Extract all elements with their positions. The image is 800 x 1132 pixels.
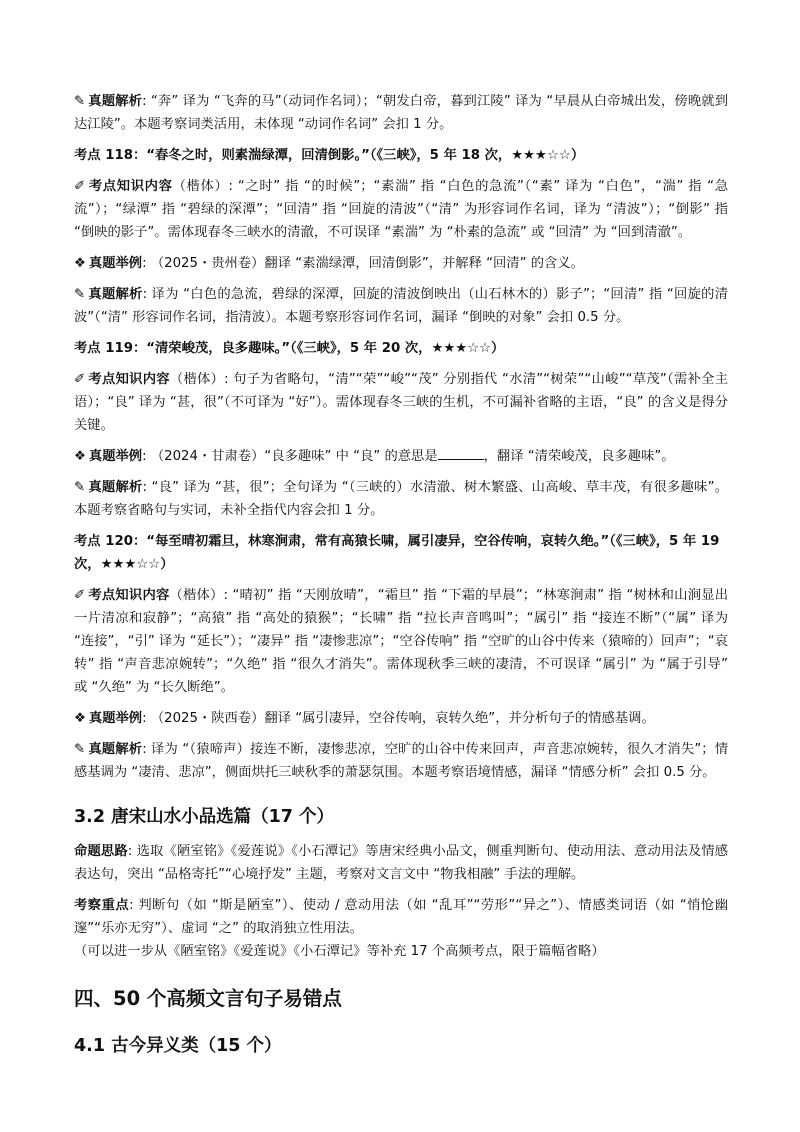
- proposition-idea-text: : 选取《陋室铭》《爱莲说》《小石潭记》等唐宋经典小品文，侧重判断句、使动用法、意动用法及情感表达句，突出 “品格寄托”“心境抒发” 主题，考察对文言文中 “物我相融” 手法的理解。: [74, 844, 729, 882]
- section-4-1-heading: 4.1 古今异义类（15 个）: [74, 1036, 282, 1056]
- kaodian-118-heading: 考点 118：“春冬之时，则素湍绿潭，回清倒影。”（《三峡》，5 年 18 次，★★★☆☆）: [74, 148, 585, 163]
- answer-analysis-paragraph: [74, 90, 728, 136]
- knowledge-content-text: （楷体）: “之时” 指 “的时候”；“素湍” 指 “白色的急流”（“素” 译为 “白色”，“湍” 指 “急流”）；“绿潭” 指 “碧绿的深潭”；“回清” 指 “回旋的清波”（“清” 为形容词作名词，译为 “清波”）；“倒影” 指 “倒映的影子”。需体现春冬三峡水的清澈，不可误译 “素湍” 为 “朴素的急流” 或 “回清” 为 “回到清澈”。: [74, 179, 728, 240]
- proposition-idea-label: 命题思路: [74, 844, 128, 859]
- section-3-2-heading: 3.2 唐宋山水小品选篇（17 个）: [74, 807, 335, 827]
- exam-focus-label: 考察重点: [74, 898, 130, 913]
- pencil-icon: ✎: [74, 480, 86, 495]
- exam-example-text-after: ，翻译 “清荣峻茂，良多趣味”。: [483, 449, 675, 464]
- exam-focus-text: : 判断句（如 “斯是陋室”）、使动 / 意动用法（如 “乱耳”“劳形”“异之”）、情感类词语（如 “悄怆幽邃”“乐亦无穷”）、虚词 “之” 的取消独立性用法。: [74, 898, 728, 936]
- answer-analysis-label: 真题解析: [88, 742, 143, 757]
- pen-icon: ✐: [74, 179, 86, 194]
- omission-note: （可以进一步从《陋室铭》《爱莲说》《小石潭记》等补充 17 个高频考点，限于篇幅省略）: [74, 944, 605, 959]
- answer-analysis-text: : 译为 “（猿啼声）接连不断，凄惨悲凉，空旷的山谷中传来回声，声音悲凉婉转，很久才消失”；情感基调为 “凄清、悲凉”，侧面烘托三峡秋季的萧瑟氛围。本题考察语境情感，漏译 “情感分析” 会扣 0.5 分。: [74, 742, 729, 780]
- knowledge-content-paragraph: [74, 584, 728, 699]
- knowledge-content-paragraph: [74, 175, 728, 244]
- answer-analysis-text: : “奔” 译为 “飞奔的马”（动词作名词）；“朝发白帝，暮到江陵” 译为 “早晨从白帝城出发，傍晚就到达江陵”。本题考察词类活用，未体现 “动词作名词” 会扣 1 分。: [74, 94, 728, 132]
- knowledge-content-label: 考点知识内容: [88, 179, 173, 194]
- exam-example-text: : （2024・甘肃卷）“良多趣味” 中 “良” 的意思是: [142, 449, 438, 464]
- exam-example-label: 真题举例: [88, 256, 143, 271]
- exam-example-label: 真题举例: [88, 449, 143, 464]
- fill-in-blank: [438, 445, 484, 460]
- proposition-idea-paragraph: [74, 840, 728, 886]
- diamond-icon: ❖: [74, 711, 86, 726]
- answer-analysis-label: 真题解析: [88, 94, 143, 109]
- knowledge-content-text: （楷体）: 句子为省略句，“清”“荣”“峻”“茂” 分别指代 “水清”“树荣”“山峻”“草茂”（需补全主语）；“良” 译为 “甚，很”（不可译为 “好”）。需体现春冬三峡的生机，不可漏补省略的主语，“良” 的含义是得分关键。: [74, 372, 728, 433]
- pencil-icon: ✎: [74, 742, 86, 757]
- exam-example-paragraph: [74, 707, 728, 730]
- pencil-icon: ✎: [74, 94, 86, 109]
- answer-analysis-label: 真题解析: [88, 287, 143, 302]
- kaodian-120-heading: 考点 120：“每至晴初霜旦，林寒涧肃，常有高猿长啸，属引凄异，空谷传响，哀转久绝。”（《三峡》，5 年 19 次，★★★☆☆）: [74, 534, 720, 572]
- answer-analysis-paragraph: [74, 476, 728, 522]
- kaodian-119-heading: 考点 119：“清荣峻茂，良多趣味。”（《三峡》，5 年 20 次，★★★☆☆）: [74, 341, 505, 356]
- answer-analysis-paragraph: [74, 283, 728, 329]
- diamond-icon: ❖: [74, 449, 86, 464]
- pen-icon: ✐: [74, 372, 86, 387]
- answer-analysis-text: : “良” 译为 “甚，很”；全句译为 “（三峡的）水清澈、树木繁盛、山高峻、草丰茂，有很多趣味”。本题考察省略句与实词，未补全指代内容会扣 1 分。: [74, 480, 729, 518]
- exam-example-text: : （2025・陕西卷）翻译 “属引凄异，空谷传响，哀转久绝”，并分析句子的情感基调。: [142, 711, 655, 726]
- pencil-icon: ✎: [74, 287, 86, 302]
- knowledge-content-label: 考点知识内容: [88, 588, 170, 603]
- exam-focus-paragraph: [74, 894, 728, 940]
- document-page: [74, 90, 728, 1069]
- exam-example-text: : （2025・贵州卷）翻译 “素湍绿潭，回清倒影”，并解释 “回清” 的含义。: [142, 256, 584, 271]
- answer-analysis-paragraph: [74, 738, 728, 784]
- knowledge-content-paragraph: [74, 368, 728, 437]
- answer-analysis-text: : 译为 “白色的急流，碧绿的深潭，回旋的清波倒映出（山石林木的）影子”；“回清” 指 “回旋的清波”（“清” 形容词作名词，指清波）。本题考察形容词作名词，漏译 “倒映的对象” 会扣 0.5 分。: [74, 287, 728, 325]
- exam-example-paragraph: [74, 445, 728, 468]
- section-4-heading: 四、50 个高频文言句子易错点: [74, 987, 342, 1010]
- exam-example-label: 真题举例: [88, 711, 143, 726]
- knowledge-content-label: 考点知识内容: [88, 372, 170, 387]
- pen-icon: ✐: [74, 588, 86, 603]
- knowledge-content-text: （楷体）: “晴初” 指 “天刚放晴”，“霜旦” 指 “下霜的早晨”；“林寒涧肃” 指 “树林和山涧显出一片清凉和寂静”；“高猿” 指 “高处的猿猴”；“长啸” 指 “拉长声音鸣叫”；“属引” 指 “接连不断”（“属” 译为 “连接”，“引” 译为 “延长”）；“凄异” 指 “凄惨悲凉”；“空谷传响” 指 “空旷的山谷中传来（猿啼的）回声”；“哀转” 指 “声音悲凉婉转”；“久绝” 指 “很久才消失”。需体现秋季三峡的凄清，不可误译 “属引” 为 “属于引导” 或 “久绝” 为 “长久断绝”。: [74, 588, 729, 695]
- answer-analysis-label: 真题解析: [88, 480, 143, 495]
- exam-example-paragraph: [74, 252, 728, 275]
- diamond-icon: ❖: [74, 256, 86, 271]
